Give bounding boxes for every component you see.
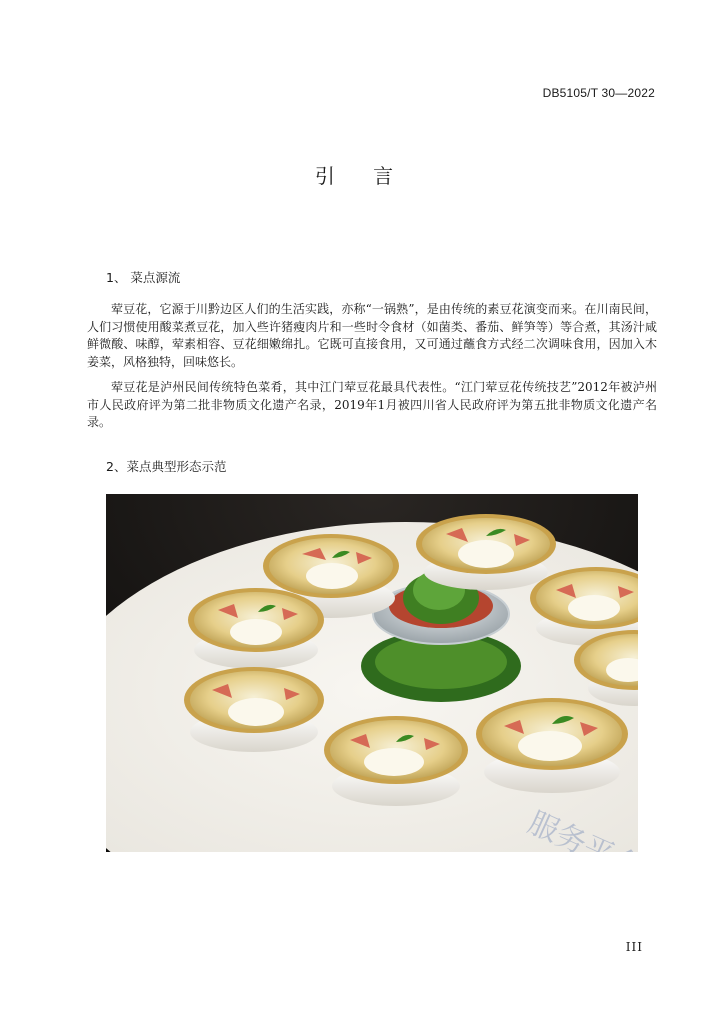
paragraph: 荤豆花是泸州民间传统特色菜肴，其中江门荤豆花最具代表性。“江门荤豆花传统技艺”2012年被泸州市人民政府评为第二批非物质文化遗产名录，2019年1月被四川省人民政府评为第五批非物质文化遗产名录。 [87, 380, 657, 430]
page-title: 引 言 [314, 164, 410, 188]
tofu-bowl [416, 514, 556, 590]
tofu-bowl [476, 698, 628, 793]
tofu-bowl [188, 588, 324, 669]
tofu-bowl [184, 667, 324, 752]
section-heading-origin: 1、 菜点源流 [106, 270, 181, 285]
document-code: DB5105/T 30—2022 [542, 86, 655, 100]
tofu-bowl [324, 716, 468, 806]
dish-photo [106, 494, 638, 852]
section-body-origin [87, 301, 657, 372]
section-body-origin-2 [87, 379, 657, 432]
page-number: III [625, 940, 643, 954]
section-heading-form: 2、菜点典型形态示范 [106, 459, 227, 474]
watermark: 服务平台 [522, 805, 638, 852]
paragraph: 荤豆花，它源于川黔边区人们的生活实践，亦称“一锅熟”，是由传统的素豆花演变而来。在川南民间，人们习惯使用酸菜煮豆花，加入些许猪瘦肉片和一些时令食材（如菌类、番茄、鲜笋等）等合煮，其汤汁咸鲜微酸、味醇，荤素相容、豆花细嫩绵扎。它既可直接食用，又可通过蘸食方式经二次调味食用，因加入木姜菜，风格独特，回味悠长。 [87, 302, 657, 370]
